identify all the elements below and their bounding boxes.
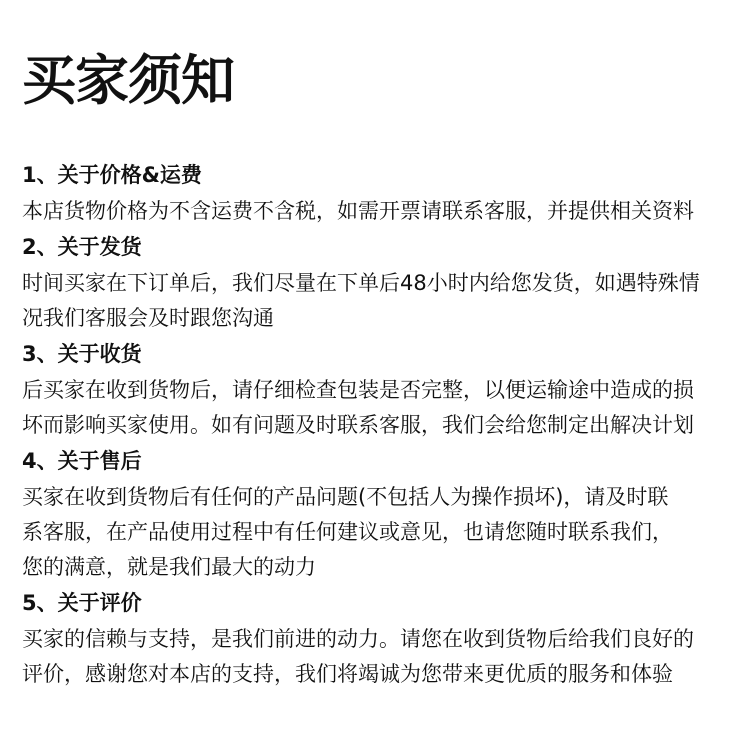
section-reviews (22, 585, 734, 692)
section-receiving (22, 336, 734, 443)
section-text-line: 买家的信赖与支持，是我们前进的动力。请您在收到货物后给我们良好的 (22, 627, 694, 651)
section-text-line: 本店货物价格为不含运费不含税，如需开票请联系客服，并提供相关资料 (22, 199, 694, 223)
section-heading: 2、关于发货 (22, 235, 142, 259)
section-after-sales (22, 443, 734, 585)
section-text-line: 评价，感谢您对本店的支持，我们将竭诚为您带来更优质的服务和体验 (22, 662, 673, 686)
page-title: 买家须知 (22, 49, 234, 112)
section-pricing (22, 157, 734, 229)
section-text-line: 后买家在收到货物后，请仔细检查包装是否完整，以便运输途中造成的损 (22, 378, 694, 402)
section-heading: 3、关于收货 (22, 342, 142, 366)
section-text-line: 系客服，在产品使用过程中有任何建议或意见，也请您随时联系我们， (22, 520, 673, 544)
section-shipping (22, 229, 734, 336)
section-text-line: 您的满意，就是我们最大的动力 (22, 555, 316, 579)
section-text-line: 坏而影响买家使用。如有问题及时联系客服，我们会给您制定出解决计划 (22, 413, 694, 437)
section-text-line: 买家在收到货物后有任何的产品问题(不包括人为操作损坏)，请及时联 (22, 485, 669, 509)
section-heading: 1、关于价格&运费 (22, 163, 202, 187)
section-heading: 4、关于售后 (22, 449, 142, 473)
section-text-line: 时间买家在下订单后，我们尽量在下单后48小时内给您发货，如遇特殊情 (22, 271, 700, 295)
section-heading: 5、关于评价 (22, 591, 142, 615)
notice-sections (22, 157, 734, 692)
section-text-line: 况我们客服会及时跟您沟通 (22, 306, 274, 330)
